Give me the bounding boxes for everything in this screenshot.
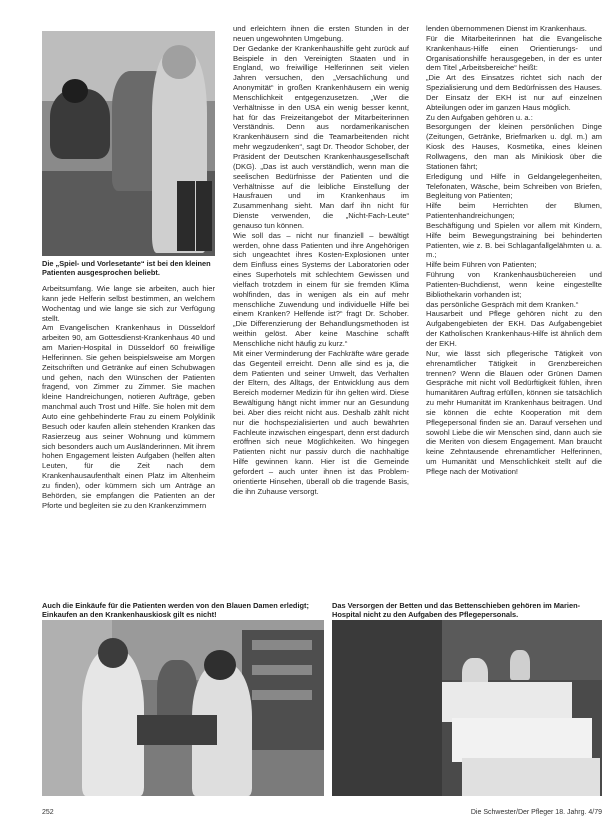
paragraph: „Die Art des Einsatzes richtet sich nach der Spezialisierung und dem Bedürfnissen des Hauses. Der Einsatz der EKH ist nur auf einzelnen Abteilungen oder im ganzen Haus möglich. (426, 73, 602, 112)
paragraph: Am Evangelischen Krankenhaus in Düsseldorf arbeiten 90, am Gottesdienst-Krankenhaus 40 und am Marien-Hospital in Düsseldorf 60 freiwillige Helferinnen. Sie gehen beispielsweise am Morgen Zeitschriften und Getränke auf einen Schubwagen und gehen, nach den Wünschen der Patienten fragend, von Zimmer zu Zimmer. Sie machen kleine Handreichungen, notieren Aufträge, geben manchmal auch Trost und Hilfe. Sie holen mit dem Auto eine gehbehinderte Frau zu einem Polyklinik Besuch oder kaufen allein stehenden Kranken das Rasierzeug aus seiner Wohnung und kümmern sich besonders auch um Ausländerinnen. Mit ihrem hohen Engagement leisten Aufgaben (helfen alten Leuten, für die Zeit nach dem Krankenhausaufenthalt einen Platz im Altenheim zu finden), oder kümmern sich um Anträge an Behörden, sie empfangen die Patienten an der Pforte und begleiten sie zu den Krankenzimmern (42, 323, 215, 510)
children-toys-photo (42, 31, 215, 256)
shopping-photo-caption: Auch die Einkäufe für die Patienten werden von den Blauen Damen erledigt; Einkaufen an den Krankenhauskiosk gilt es nicht! (42, 601, 309, 619)
text-column-3 (426, 24, 602, 592)
kiosk-shopping-photo (42, 620, 324, 796)
text-column-2 (233, 24, 409, 592)
paragraph: Erledigung und Hilfe in Geldangelegenheiten, Telefonaten, Wäsche, beim Schreiben von Briefen, Begleitung von Patienten; (426, 171, 602, 201)
paragraph: und erleichtern ihnen die ersten Stunden in der neuen ungewohnten Umgebung. (233, 24, 409, 43)
beds-corridor-photo (332, 620, 602, 796)
paragraph: Hilfe beim Herrichten der Blumen, Patientenhandreichungen; (426, 201, 602, 221)
paragraph: Nur, wie lässt sich pflegerische Tätigkeit von ehrenamtlicher Tätigkeit in Grenzbereichen trennen? Wenn die Blauen oder Grünen Damen Gespräche mit nicht voll Bedürftigkeit fühlen, ihren humanitären Auftrag erfüllen, können sie tatsächlich zu mehr Humanität im Krankenhaus beitragen. Und sie können die echte Kooperation mit dem Pflegepersonal finden sie an. Darauf versehen und sowohl Liebe die wir Menschen sind, dann auch sie die Meriten von diesem Engagement. Man braucht keine Zehntausende ehrenamtlicher Helferinnen, um Humanität und Menschlichkeit stellt auf die Pflege nach der Motivation! (426, 348, 602, 476)
paragraph: Zu den Aufgaben gehören u. a.: (426, 112, 533, 122)
paragraph: Hausarbeit und Pflege gehören nicht zu den Aufgabengebieten der EKH. Das Aufgabengebiet der Katholischen Krankenhaus-Hilfe ist ähnlich dem der EKH. (426, 309, 602, 348)
page-number: 252 (42, 809, 54, 816)
paragraph: Mit einer Verminderung der Fachkräfte wäre gerade das Gegenteil erreicht. Denn alle sind es ja, die dem Patienten und seiner Umwelt, das Verhalten der Eltern, des Alltags, der Entwicklung aus dem Bereich moderner Medizin für ihn gelten wird. Diese Bewältigung hängt nicht immer nur an Gesundung bei. Aber dies reicht nicht aus. Deshalb zählt nicht nur die hochspezialisierten und auch bewährten Fachleute inzwischen eingespart, denn erst dadurch eröffnen sich neue Möglichkeiten. Wo hingegen Patienten nicht nur passiv durch die nachhaltige Hilfe gewinnen kann. Hier ist die Gemeinde gefordert – auch unter ihnen ist das Problem-orientierte Hinsehen, überall ob die tragende Basis, die ihn Zuhause versorgt. (233, 348, 409, 496)
paragraph: Führung von Krankenhausbüchereien und Patienten-Buchdienst, wenn keine eingestellte Bibliothekarin vorhanden ist; (426, 270, 602, 299)
paragraph: Beschäftigung und Spielen vor allem mit Kindern, Hilfe beim Bewegungstraining bei behinderten Patienten, wie z. B. bei Schlaganfallgelähmten u. a. m.; (426, 220, 602, 260)
paragraph: das persönliche Gespräch mit dem Kranken.“ (426, 299, 579, 309)
text-column-1 (42, 284, 215, 592)
paragraph: Wie soll das – nicht nur finanziell – bewältigt werden, ohne dass Patienten und ihre Angehörigen sich ungeachtet ihres Kosten-Explosionen unter dem Einfluss eines Systems der Laboratorien oder eines Superhotels mit schlechtem Gewissen und vielfach trotzdem in einem für sie fremden Klima wohlfinden, das in wenigen als ein auf mehr menschliche Zuwendung und individuelle Hilfe bei einem Kranken? Helfende ist?“ fragt Dr. Schober. „Die Differenzierung der Behandlungsmethoden ist weithin gelöst. Aber keine Maschine schafft Menschliche nicht häufig zu kurz.“ (233, 230, 409, 348)
journal-reference: Die Schwester/Der Pfleger 18. Jahrg. 4/79 (470, 809, 602, 816)
paragraph: Der Gedanke der Krankenhaushilfe geht zurück auf Beispiele in den Vereinigten Staaten und in England, wo freiwillige Helferinnen seit vielen Jahren versuchen, den „Versachlichung und Anonymität“ in großen Krankenhäusern ein wenig Menschlichkeit entgegenzusetzen. „Wer die Verhältnisse in den USA ein wenig besser kennt, hat für das Freizeitangebot der Mitarbeiterinnen Verständnis. Denn aus nordamerikanischen Krankenhäusern sind die Teamarbeitenden nicht mehr wegzudenken“, sagt Dr. Theodor Schober, der Präsident der Deutschen Krankenhausgesellschaft (DKG). „Das ist auch verständlich, wenn man die seelischen Bedürfnisse der Patienten und die Verhältnisse auf die leibliche Einstellung der Hausfrauen und im Krankenhaus im Zusammenhang sieht. Man darf ihn nicht für Dienste verwenden, die „Nicht-Fach-Leute“ genauso tun können. (233, 43, 409, 230)
paragraph: Hilfe beim Führen von Patienten; (426, 260, 537, 270)
paragraph: Besorgungen der kleinen persönlichen Dinge (Zeitungen, Getränke, Briefmarken u. dgl. m.) am Kiosk des Hauses, Kosmetika, eines kleinen Rollwagens, den man als Minikiosk über die Stationen fährt; (426, 122, 602, 171)
paragraph: Arbeitsumfang. Wie lange sie arbeiten, auch hier kann jede Helferin selbst bestimmen, an welchem Wochentag und wie lange sie sich zur Verfügung stellt. (42, 284, 215, 323)
beds-photo-caption: Das Versorgen der Betten und das Bettenschieben gehören im Marien-Hospital nicht zu den Aufgaben des Pflegepersonals. (332, 601, 581, 619)
paragraph: lenden übernommenen Dienst im Krankenhaus. (426, 24, 587, 33)
paragraph: Für die Mitarbeiterinnen hat die Evangelische Krankenhaus-Hilfe einen Orientierungs- und Organisationshilfe herausgegeben, in der es unter dem Titel „Arbeitsbereiche“ heißt: (426, 33, 602, 73)
children-photo-caption: Die „Spiel- und Vorlesetante“ ist bei den kleinen Patienten ausgesprochen beliebt. (42, 259, 211, 277)
